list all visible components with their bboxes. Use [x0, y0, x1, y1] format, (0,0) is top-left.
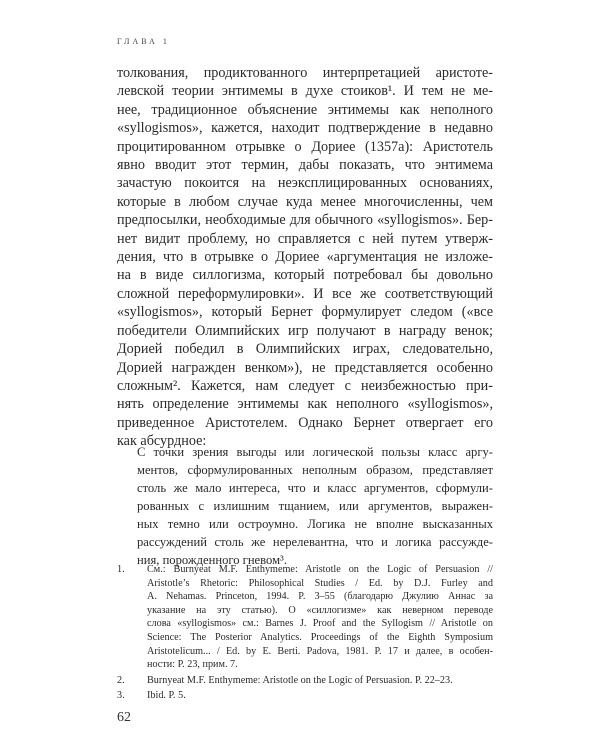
footnote-line: A. Nehamas. Princeton, 1994. P. 3–55 (благодарю Джулию Аннас за	[147, 591, 493, 603]
body-line: Дорией награжден венком»), не представляется особенно	[117, 359, 493, 376]
body-line: «syllogismos», кажется, находит подтверждение в недавно	[117, 120, 493, 137]
page-number: 62	[117, 710, 131, 725]
running-head: ГЛАВА 1	[117, 37, 170, 46]
body-line: процитированном отрывке о Дориее (1357a): Аристотель	[117, 138, 493, 155]
footnote-line: Aristotelicum... / Ed. by E. Berti. Padova, 1981. P. 17 и далее, в особен-	[147, 645, 493, 657]
body-line: которые в любом случае куда менее многочисленны, чем	[117, 193, 493, 210]
body-line: на в виде силлогизма, который потребовал бы довольно	[117, 267, 493, 284]
body-line: зачастую покоится на неэксплицированных основаниях,	[117, 175, 493, 192]
footnote-line: указание на эту статью). О «силлогизме» как неверном переводе	[147, 604, 493, 616]
body-line: дения, что в отрывке о Дориее «аргументация не изложе-	[117, 249, 493, 266]
footnote-line: Science: The Posterior Analytics. Proceedings of the Eighth Symposium	[147, 631, 493, 643]
body-line: сложной переформулировки». И все же соответствующий	[117, 285, 493, 302]
body-line: победители Олимпийских игр получают в награду венок;	[117, 322, 493, 339]
footnote-number: 2.	[117, 674, 125, 686]
footnote-number: 3.	[117, 690, 125, 702]
quote-line: ных темно или остроумно. Логика не вполне высказанных	[137, 517, 493, 531]
footnote-3	[117, 689, 493, 703]
footnote-2	[117, 674, 493, 688]
body-line: нять определение энтимемы как неполного «syllogismos»,	[117, 396, 493, 413]
footnotes	[117, 563, 493, 705]
block-quote	[137, 443, 493, 569]
footnote-line: См.: Burnyeat M.F. Enthymeme: Aristotle on the Logic of Persuasion //	[147, 564, 493, 575]
footnote-1	[117, 563, 493, 672]
body-line: как абсурдное:	[117, 433, 207, 450]
quote-line: столь же мало интереса, что и класс аргументов, сформули-	[137, 481, 493, 495]
footnote-number: 1.	[117, 564, 125, 575]
footnote-line: Burnyeat M.F. Enthymeme: Aristotle on the Logic of Persuasion. P. 22–23.	[147, 674, 453, 686]
body-line: нее, традиционное объяснение энтимемы как неполного	[117, 101, 493, 118]
quote-line: ния, порожденного гневом³.	[137, 553, 287, 567]
quote-line: ментов, сформулированных неполным образом, представляет	[137, 463, 493, 477]
body-line: толкования, продиктованного интерпретацией аристоте-	[117, 65, 493, 81]
footnote-line: Ibid. P. 5.	[147, 690, 186, 702]
body-line: явно вводит этот термин, дабы показать, что энтимема	[117, 157, 493, 174]
quote-line: рованных с излишним тщанием, или аргументов, выражен-	[137, 499, 493, 513]
footnote-line: слова «syllogismos» см.: Barnes J. Proof and the Syllogism // Aristotle on	[147, 618, 493, 630]
body-line: левской теории энтимемы в духе стоиков¹. И тем не ме-	[117, 83, 493, 100]
body-line: предпосылки, необходимые для обычного «syllogismos». Бер-	[117, 212, 493, 229]
body-line: приведенное Аристотелем. Однако Бернет отвергает его	[117, 414, 493, 431]
quote-line: С точки зрения выгоды или логической пользы класс аргу-	[137, 445, 493, 459]
footnote-line: ности: P. 23, прим. 7.	[147, 659, 238, 671]
quote-line: рассуждений столь же нерелевантна, что и логика рассужде-	[137, 535, 493, 549]
body-line: сложным². Кажется, нам следует с неизбежностью при-	[117, 377, 493, 394]
body-line: «syllogismos», который Бернет формулирует следом («все	[117, 304, 493, 321]
footnote-line: Aristotle’s Rhetoric: Philosophical Studies / Ed. by D.J. Furley and	[147, 577, 493, 589]
body-line: нет видит проблему, но справляется с ней путем утверж-	[117, 230, 493, 247]
body-text	[117, 64, 493, 451]
body-line: Дорией победил в Олимпийских играх, следовательно,	[117, 341, 493, 358]
